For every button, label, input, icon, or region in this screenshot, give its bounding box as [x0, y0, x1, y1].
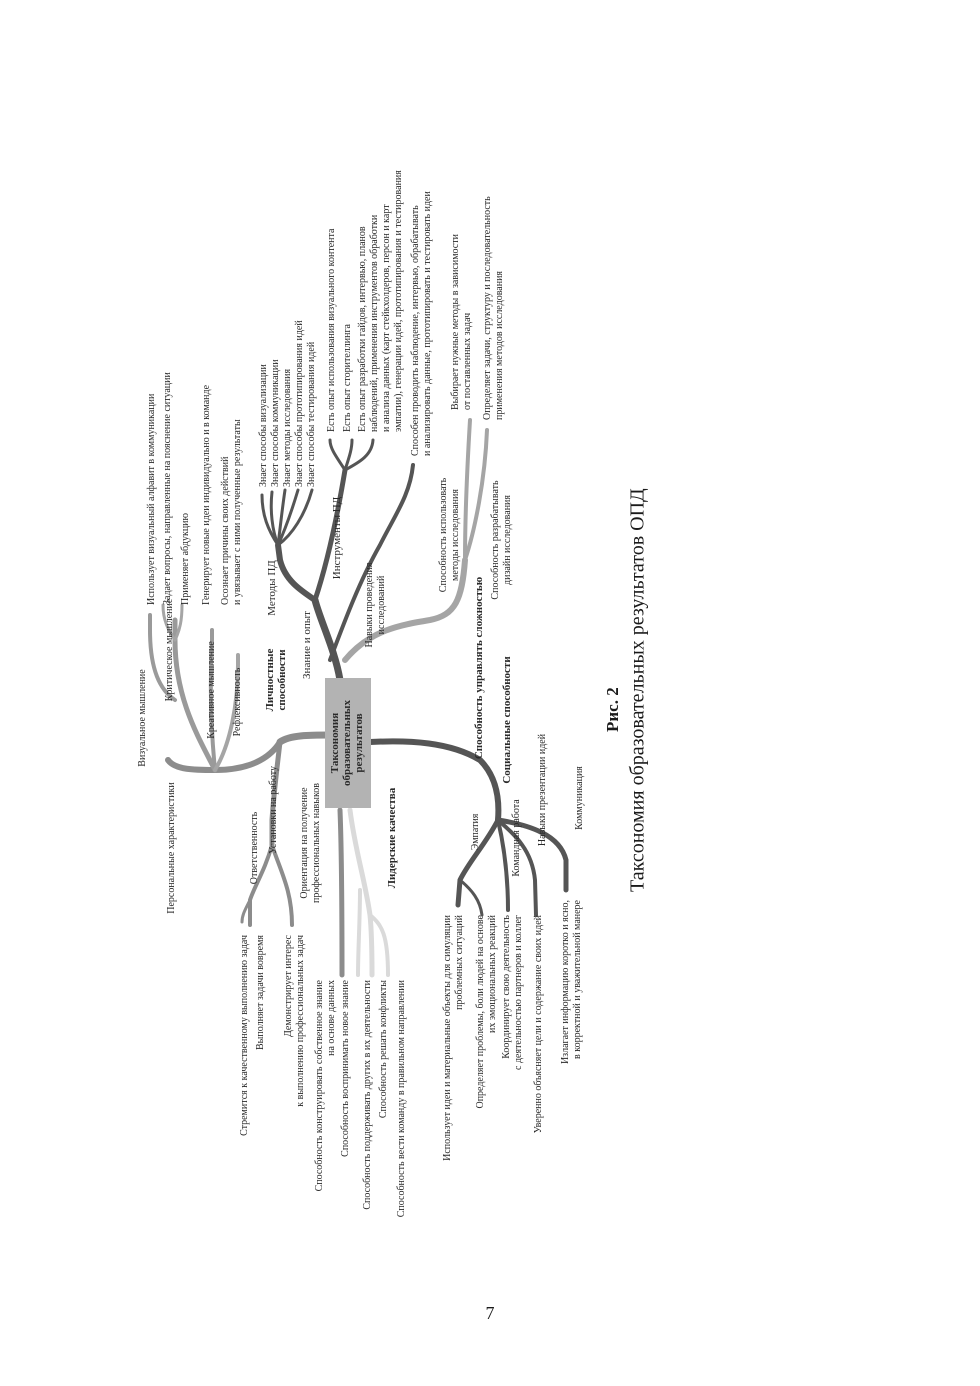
page-number: 7 — [485, 1303, 495, 1323]
label-methods-pd: Методы ПД — [266, 560, 278, 616]
leaf-design-tasks-2: применения методов исследования — [494, 270, 505, 420]
leaf-social-3: Определяет проблемы, боли людей на основе — [475, 915, 486, 1109]
leaf-social-9: в корректной и уважительной манере — [572, 900, 583, 1059]
label-critical-thinking: Критическое мышление — [164, 598, 175, 702]
label-presentation: Навыки презентации идей — [537, 733, 548, 847]
leaf-social-8: Излагает информацию коротко и ясно, — [560, 900, 571, 1065]
leaf-research-1: Способен проводить наблюдение, интервью, обрабатывать — [410, 205, 421, 456]
leaf-reasons-1: Осознает причины своих действий — [220, 456, 231, 605]
label-knowledge: Знание и опыт — [301, 611, 313, 679]
leaf-interest-1: Демонстрирует интерес — [283, 935, 294, 1038]
leaf-tools-1: Есть опыт использования визуального контента — [326, 228, 337, 432]
label-orientation-1: Ориентация на получение — [299, 787, 310, 899]
leaf-leadership-2: на основе данных — [326, 980, 337, 1056]
personal-heading-2: способности — [276, 649, 288, 711]
label-tools-pd: Инструменты ПД — [331, 496, 343, 580]
leaf-methods-2: Знает способы коммуникации — [270, 359, 281, 487]
leaf-leadership-6: Способность вести команду в правильном направлении — [396, 980, 407, 1218]
center-label-1: Таксономия — [329, 712, 341, 774]
complexity-heading: Способность управлять сложностью — [473, 576, 485, 760]
leaf-social-5: Координирует свою деятельность — [501, 915, 512, 1059]
leaf-tools-2: Есть опыт сторителлинга — [342, 324, 353, 432]
leaf-leadership-4: Способность поддерживать других в их деятельности — [362, 980, 373, 1210]
leaf-choose-methods-1: Выбирает нужные методы в зависимости — [450, 234, 461, 410]
leaf-social-7: Уверенно объясняет цели и содержание своих идей — [533, 915, 544, 1134]
label-creative-thinking: Креативное мышление — [206, 641, 217, 739]
label-visual-thinking: Визуальное мышление — [137, 669, 148, 767]
leaf-methods-5: Знает способы тестирования идей — [306, 341, 317, 487]
label-communication: Коммуникация — [574, 766, 585, 830]
branch-leadership-4 — [358, 890, 360, 975]
leaf-generates-ideas: Генерирует новые идеи индивидуально и в команде — [201, 384, 212, 605]
leaf-leadership-3: Способность воспринимать новое знание — [340, 980, 351, 1157]
leaf-leadership-1: Способность конструировать собственное знание — [314, 980, 325, 1192]
leaf-methods-3: Знает методы исследования — [282, 368, 293, 487]
center-label-2: образовательных — [341, 699, 353, 787]
label-orientation-2: профессиональных навыков — [311, 782, 322, 904]
label-empathy: Эмпатия — [470, 813, 481, 851]
label-design-research-2: дизайн исследования — [502, 495, 513, 585]
leaf-reasons-2: и увязывает с ними полученные результаты — [232, 419, 243, 605]
figure-caption-text: Таксономия образовательных результатов ОПД — [626, 488, 649, 892]
figure-caption-title: Рис. 2 — [603, 687, 622, 733]
leaf-methods-4: Знает способы прототипирования идей — [294, 320, 305, 487]
leaf-on-time: Выполняет задачи вовремя — [255, 935, 266, 1050]
label-design-research-1: Способность разрабатывать — [490, 480, 501, 600]
leaf-interest-2: к выполнению профессиональных задач — [295, 935, 306, 1107]
social-heading: Социальные способности — [501, 656, 513, 784]
branch-leadership-1 — [340, 810, 342, 975]
leaf-questions: Задает вопросы, направленные на пояснение ситуации — [162, 372, 173, 605]
label-work-attitude: Установки на работу — [268, 766, 279, 854]
label-reflexivity: Рефлексивность — [232, 667, 243, 737]
leaf-social-1: Использует идеи и материальные объекты для симуляции — [442, 915, 453, 1161]
leaf-social-2: проблемных ситуаций — [454, 915, 465, 1010]
label-personal-traits: Персональные характеристики — [166, 782, 177, 914]
personal-heading-1: Личностные — [264, 648, 276, 712]
leaf-tools-6: эмпатии), генерации идей, прототипирования и тестирования — [393, 170, 404, 432]
leaf-social-6: с деятельностью партнеров и коллег — [513, 915, 524, 1070]
leaf-research-2: и анализировать данные, прототипировать и тестировать идеи — [422, 191, 433, 456]
leaf-tools-3: Есть опыт разработки гайдов, интервью, планов — [357, 226, 368, 432]
label-teamwork: Командная работа — [511, 799, 522, 877]
leaf-visual-alphabet: Использует визуальный алфавит в коммуникации — [146, 393, 157, 605]
leaf-abduction: Применяет абдукцию — [180, 513, 191, 605]
leaf-design-tasks-1: Определяет задачи, структуру и последовательность — [482, 196, 493, 420]
label-responsibility: Ответственность — [249, 811, 260, 885]
label-use-methods-2: методы исследования — [450, 489, 461, 581]
leaf-leadership-5: Способность решать конфликты — [378, 980, 389, 1119]
center-label-3: результатов — [353, 713, 365, 773]
leaf-choose-methods-2: от поставленных задач — [462, 312, 473, 410]
leaf-tools-5: и анализа данных (карт стейкхолдеров, персон и карт — [381, 204, 392, 432]
leaf-methods-1: Знает способы визуализации — [258, 364, 269, 487]
leaf-quality-tasks: Стремится к качественному выполнению задач — [239, 935, 250, 1136]
label-research-skills-1: Навыки проведения — [364, 562, 375, 648]
label-research-skills-2: исследований — [376, 575, 387, 635]
leaf-tools-4: наблюдений, применения инструментов обработки — [369, 214, 380, 432]
leadership-heading: Лидерские качества — [386, 787, 398, 889]
label-use-methods-1: Способность использовать — [438, 477, 449, 593]
leaf-social-4: их эмоциональных реакций — [487, 915, 498, 1033]
